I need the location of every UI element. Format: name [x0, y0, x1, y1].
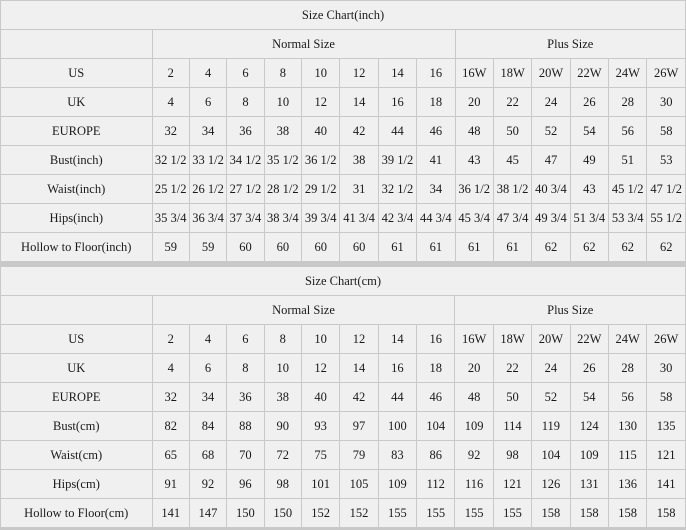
- table-cell: 20: [455, 354, 493, 383]
- table-cell: 30: [647, 354, 686, 383]
- table-cell: 38: [340, 146, 378, 175]
- table-cell: 20W: [532, 59, 570, 88]
- table-cell: 40 3/4: [532, 175, 570, 204]
- row-label: Hollow to Floor(cm): [1, 499, 153, 528]
- table-cell: 79: [340, 441, 378, 470]
- table-cell: 29 1/2: [302, 175, 340, 204]
- table-cell: 43: [455, 146, 493, 175]
- table-cell: 92: [455, 441, 493, 470]
- table-cell: 41 3/4: [340, 204, 378, 233]
- table-cell: 28 1/2: [264, 175, 301, 204]
- size-chart-table: [0, 266, 686, 528]
- table-cell: 12: [301, 354, 339, 383]
- row-label: US: [1, 325, 153, 354]
- row-label: EUROPE: [1, 383, 153, 412]
- row-label: EUROPE: [1, 117, 153, 146]
- table-cell: 155: [493, 499, 531, 528]
- table-cell: 18W: [493, 59, 531, 88]
- table-cell: 14: [340, 88, 378, 117]
- table-cell: 12: [340, 325, 378, 354]
- corner-cell: [1, 296, 153, 325]
- table-cell: 8: [227, 88, 264, 117]
- table-cell: 34: [417, 175, 455, 204]
- table-cell: 121: [647, 441, 686, 470]
- table-cell: 158: [608, 499, 646, 528]
- table-cell: 48: [455, 117, 493, 146]
- table-cell: 58: [647, 117, 686, 146]
- table-cell: 131: [570, 470, 608, 499]
- table-cell: 70: [227, 441, 264, 470]
- table-cell: 4: [189, 325, 226, 354]
- table-cell: 44: [378, 383, 416, 412]
- table-cell: 16W: [455, 59, 493, 88]
- table-cell: 8: [264, 325, 301, 354]
- chart-title-row: [1, 267, 686, 296]
- table-cell: 32: [152, 383, 189, 412]
- group-header-cell: Plus Size: [455, 296, 686, 325]
- table-cell: 51 3/4: [570, 204, 608, 233]
- table-row: [1, 88, 686, 117]
- table-cell: 100: [378, 412, 416, 441]
- table-cell: 60: [340, 233, 378, 262]
- table-cell: 135: [647, 412, 686, 441]
- table-cell: 155: [417, 499, 455, 528]
- table-cell: 18: [417, 88, 455, 117]
- table-cell: 45: [493, 146, 531, 175]
- row-label: Hips(cm): [1, 470, 153, 499]
- table-cell: 40: [302, 117, 340, 146]
- table-cell: 46: [417, 383, 455, 412]
- chart-title: Size Chart(inch): [1, 1, 686, 30]
- table-cell: 38: [264, 383, 301, 412]
- table-cell: 62: [570, 233, 608, 262]
- table-cell: 12: [302, 88, 340, 117]
- table-cell: 55 1/2: [647, 204, 686, 233]
- table-cell: 8: [227, 354, 264, 383]
- size-chart-block: [0, 0, 686, 262]
- table-cell: 45 1/2: [609, 175, 647, 204]
- table-cell: 33 1/2: [189, 146, 226, 175]
- table-cell: 119: [532, 412, 570, 441]
- table-cell: 58: [647, 383, 686, 412]
- table-cell: 26W: [647, 325, 686, 354]
- row-label: UK: [1, 354, 153, 383]
- table-cell: 86: [417, 441, 455, 470]
- table-cell: 45 3/4: [455, 204, 493, 233]
- table-cell: 22W: [570, 325, 608, 354]
- table-cell: 6: [227, 59, 264, 88]
- table-cell: 72: [264, 441, 301, 470]
- table-cell: 24W: [608, 325, 646, 354]
- row-label: UK: [1, 88, 153, 117]
- table-cell: 141: [647, 470, 686, 499]
- table-cell: 82: [152, 412, 189, 441]
- table-cell: 98: [264, 470, 301, 499]
- table-cell: 43: [570, 175, 608, 204]
- table-cell: 109: [570, 441, 608, 470]
- table-cell: 104: [532, 441, 570, 470]
- table-cell: 105: [340, 470, 378, 499]
- table-cell: 18W: [493, 325, 531, 354]
- table-cell: 16W: [455, 325, 493, 354]
- table-cell: 112: [417, 470, 455, 499]
- table-cell: 6: [227, 325, 264, 354]
- table-cell: 96: [227, 470, 264, 499]
- table-cell: 126: [532, 470, 570, 499]
- table-cell: 44 3/4: [417, 204, 455, 233]
- table-cell: 56: [608, 383, 646, 412]
- size-chart-table: [0, 0, 686, 262]
- table-row: [1, 233, 686, 262]
- table-cell: 26: [570, 88, 608, 117]
- table-cell: 32 1/2: [378, 175, 416, 204]
- table-cell: 28: [608, 354, 646, 383]
- table-cell: 34: [189, 383, 226, 412]
- table-cell: 53 3/4: [609, 204, 647, 233]
- table-cell: 49 3/4: [532, 204, 570, 233]
- table-cell: 10: [264, 88, 301, 117]
- table-cell: 158: [570, 499, 608, 528]
- group-header-cell: Normal Size: [152, 296, 455, 325]
- table-cell: 52: [532, 383, 570, 412]
- table-cell: 22W: [570, 59, 608, 88]
- table-cell: 46: [417, 117, 455, 146]
- table-cell: 48: [455, 383, 493, 412]
- table-cell: 83: [378, 441, 416, 470]
- table-cell: 36 3/4: [189, 204, 226, 233]
- table-cell: 56: [609, 117, 647, 146]
- row-label: Bust(inch): [1, 146, 153, 175]
- table-cell: 65: [152, 441, 189, 470]
- table-cell: 88: [227, 412, 264, 441]
- table-cell: 104: [417, 412, 455, 441]
- table-row: [1, 146, 686, 175]
- table-cell: 150: [227, 499, 264, 528]
- table-row: [1, 59, 686, 88]
- table-cell: 16: [417, 325, 455, 354]
- group-header-row: [1, 30, 686, 59]
- chart-title: Size Chart(cm): [1, 267, 686, 296]
- table-cell: 61: [417, 233, 455, 262]
- table-cell: 8: [264, 59, 301, 88]
- table-cell: 109: [378, 470, 416, 499]
- table-cell: 61: [455, 233, 493, 262]
- table-cell: 2: [152, 325, 189, 354]
- table-cell: 38 1/2: [493, 175, 531, 204]
- table-row: [1, 470, 686, 499]
- table-cell: 158: [647, 499, 686, 528]
- table-cell: 136: [608, 470, 646, 499]
- table-cell: 38 3/4: [264, 204, 301, 233]
- table-cell: 36: [227, 383, 264, 412]
- table-cell: 18: [417, 354, 455, 383]
- table-cell: 92: [189, 470, 226, 499]
- row-label: Waist(cm): [1, 441, 153, 470]
- table-cell: 61: [378, 233, 416, 262]
- table-row: [1, 117, 686, 146]
- table-cell: 50: [493, 117, 531, 146]
- table-cell: 109: [455, 412, 493, 441]
- table-row: [1, 175, 686, 204]
- row-label: Waist(inch): [1, 175, 153, 204]
- table-cell: 24: [532, 354, 570, 383]
- table-cell: 150: [264, 499, 301, 528]
- table-cell: 14: [340, 354, 378, 383]
- table-cell: 10: [302, 59, 340, 88]
- table-cell: 35 1/2: [264, 146, 301, 175]
- table-cell: 98: [493, 441, 531, 470]
- table-cell: 20: [455, 88, 493, 117]
- table-cell: 32 1/2: [152, 146, 189, 175]
- table-cell: 24W: [609, 59, 647, 88]
- table-cell: 4: [152, 354, 189, 383]
- table-cell: 16: [378, 88, 416, 117]
- table-cell: 39 3/4: [302, 204, 340, 233]
- table-cell: 141: [152, 499, 189, 528]
- table-cell: 42: [340, 383, 378, 412]
- table-cell: 6: [189, 354, 226, 383]
- table-cell: 12: [340, 59, 378, 88]
- table-row: [1, 204, 686, 233]
- table-cell: 41: [417, 146, 455, 175]
- chart-title-row: [1, 1, 686, 30]
- table-cell: 49: [570, 146, 608, 175]
- table-cell: 47: [532, 146, 570, 175]
- table-cell: 42 3/4: [378, 204, 416, 233]
- table-cell: 44: [378, 117, 416, 146]
- table-cell: 75: [301, 441, 339, 470]
- row-label: Hips(inch): [1, 204, 153, 233]
- group-header-cell: Plus Size: [455, 30, 685, 59]
- table-cell: 147: [189, 499, 226, 528]
- table-cell: 155: [378, 499, 416, 528]
- table-cell: 27 1/2: [227, 175, 264, 204]
- table-cell: 36 1/2: [455, 175, 493, 204]
- table-cell: 14: [378, 59, 416, 88]
- table-cell: 31: [340, 175, 378, 204]
- table-cell: 52: [532, 117, 570, 146]
- row-label: US: [1, 59, 153, 88]
- table-cell: 59: [152, 233, 189, 262]
- group-header-row: [1, 296, 686, 325]
- table-cell: 26 1/2: [189, 175, 226, 204]
- table-row: [1, 354, 686, 383]
- table-cell: 116: [455, 470, 493, 499]
- table-row: [1, 325, 686, 354]
- table-cell: 124: [570, 412, 608, 441]
- table-cell: 60: [302, 233, 340, 262]
- table-row: [1, 499, 686, 528]
- table-cell: 62: [647, 233, 686, 262]
- table-cell: 16: [417, 59, 455, 88]
- table-cell: 37 3/4: [227, 204, 264, 233]
- table-cell: 61: [493, 233, 531, 262]
- table-cell: 40: [301, 383, 339, 412]
- table-cell: 155: [455, 499, 493, 528]
- table-cell: 34 1/2: [227, 146, 264, 175]
- corner-cell: [1, 30, 153, 59]
- row-label: Bust(cm): [1, 412, 153, 441]
- table-cell: 42: [340, 117, 378, 146]
- table-cell: 54: [570, 117, 608, 146]
- group-header-cell: Normal Size: [152, 30, 455, 59]
- table-cell: 97: [340, 412, 378, 441]
- table-cell: 22: [493, 88, 531, 117]
- table-cell: 14: [378, 325, 416, 354]
- table-cell: 90: [264, 412, 301, 441]
- table-cell: 36 1/2: [302, 146, 340, 175]
- table-cell: 59: [189, 233, 226, 262]
- table-cell: 35 3/4: [152, 204, 189, 233]
- table-cell: 62: [532, 233, 570, 262]
- table-cell: 4: [152, 88, 189, 117]
- table-cell: 158: [532, 499, 570, 528]
- table-cell: 51: [609, 146, 647, 175]
- table-cell: 38: [264, 117, 301, 146]
- table-cell: 115: [608, 441, 646, 470]
- table-cell: 101: [301, 470, 339, 499]
- table-row: [1, 412, 686, 441]
- row-label: Hollow to Floor(inch): [1, 233, 153, 262]
- table-cell: 26: [570, 354, 608, 383]
- table-cell: 50: [493, 383, 531, 412]
- table-cell: 4: [189, 59, 226, 88]
- table-cell: 47 1/2: [647, 175, 686, 204]
- table-cell: 60: [227, 233, 264, 262]
- table-cell: 20W: [532, 325, 570, 354]
- table-cell: 39 1/2: [378, 146, 416, 175]
- table-cell: 114: [493, 412, 531, 441]
- size-chart-block: [0, 266, 686, 528]
- table-cell: 10: [264, 354, 301, 383]
- table-cell: 26W: [647, 59, 686, 88]
- table-cell: 34: [189, 117, 226, 146]
- table-cell: 32: [152, 117, 189, 146]
- table-cell: 6: [189, 88, 226, 117]
- table-cell: 30: [647, 88, 686, 117]
- table-cell: 121: [493, 470, 531, 499]
- table-cell: 24: [532, 88, 570, 117]
- table-cell: 16: [378, 354, 416, 383]
- table-cell: 60: [264, 233, 301, 262]
- table-cell: 62: [609, 233, 647, 262]
- table-cell: 84: [189, 412, 226, 441]
- table-cell: 54: [570, 383, 608, 412]
- table-cell: 25 1/2: [152, 175, 189, 204]
- table-row: [1, 383, 686, 412]
- table-cell: 36: [227, 117, 264, 146]
- table-cell: 28: [609, 88, 647, 117]
- table-cell: 47 3/4: [493, 204, 531, 233]
- table-cell: 10: [301, 325, 339, 354]
- table-cell: 22: [493, 354, 531, 383]
- table-cell: 152: [340, 499, 378, 528]
- table-cell: 53: [647, 146, 686, 175]
- table-cell: 68: [189, 441, 226, 470]
- table-cell: 91: [152, 470, 189, 499]
- table-cell: 93: [301, 412, 339, 441]
- table-cell: 2: [152, 59, 189, 88]
- table-cell: 152: [301, 499, 339, 528]
- table-cell: 130: [608, 412, 646, 441]
- table-row: [1, 441, 686, 470]
